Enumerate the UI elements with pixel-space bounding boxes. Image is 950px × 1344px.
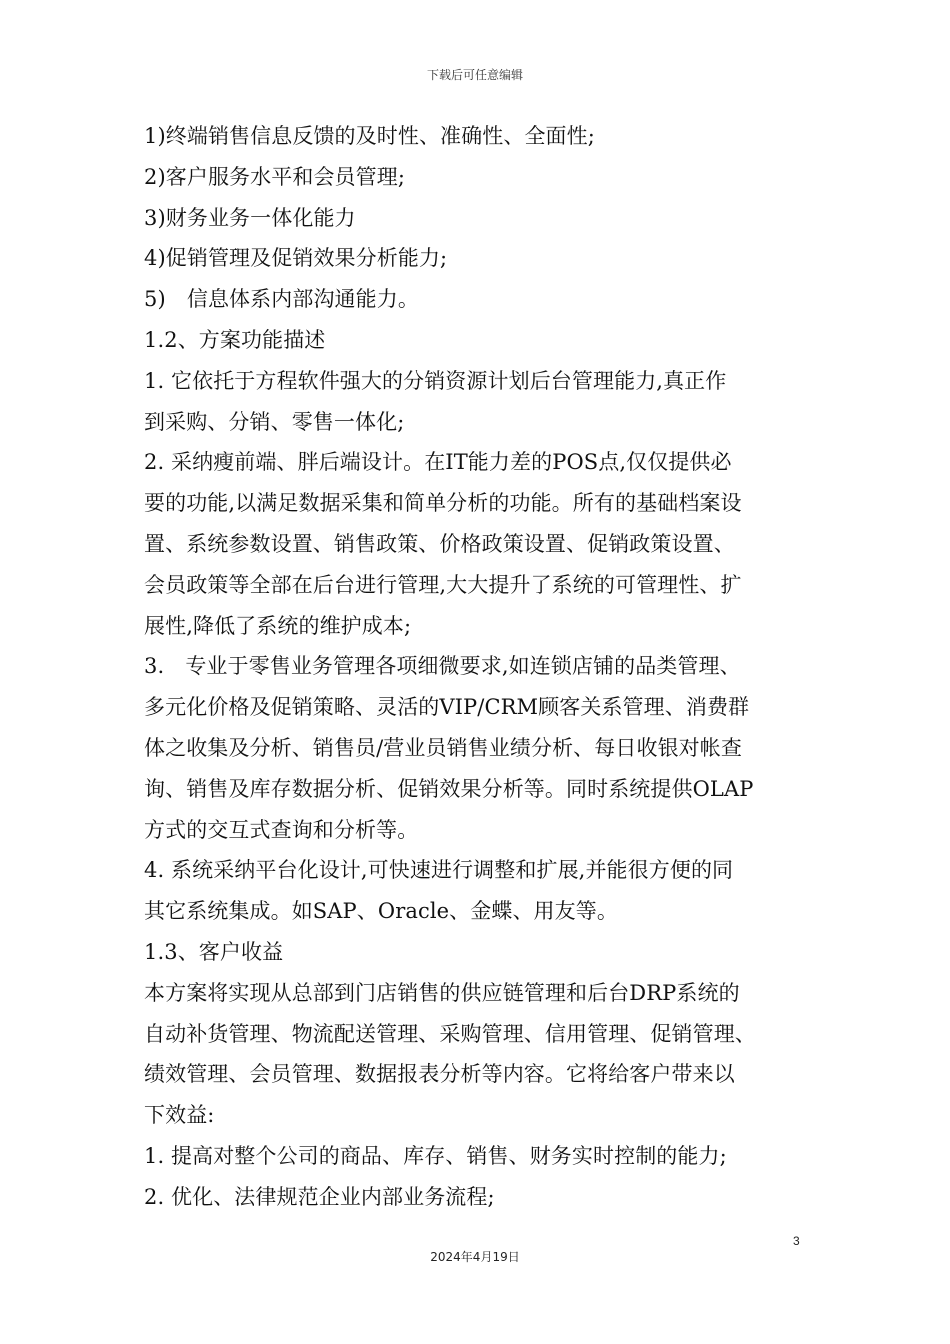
text-line: 本方案将实现从总部到门店销售的供应链管理和后台DRP系统的	[144, 980, 740, 1005]
page-header: 下载后可任意编辑	[426, 68, 523, 82]
text-line: 2)客户服务水平和会员管理;	[144, 164, 406, 189]
text-line: 其它系统集成。如SAP、Oracle、金蝶、用友等。	[144, 899, 618, 924]
page-footer-date: 2024年4月19日	[430, 1250, 520, 1264]
text-line: 要的功能,以满足数据采集和简单分析的功能。所有的基础档案设	[144, 491, 742, 516]
text-line: 询、销售及库存数据分析、促销效果分析等。同时系统提供OLAP	[144, 776, 754, 801]
text-line: 方式的交互式查询和分析等。	[144, 817, 419, 842]
text-line: 2. 采纳瘦前端、胖后端设计。在IT能力差的POS点,仅仅提供必	[144, 450, 732, 475]
text-line: 5) 信息体系内部沟通能力。	[144, 287, 419, 312]
text-line: 置、系统参数设置、销售政策、价格政策设置、促销政策设置、	[144, 531, 735, 556]
text-line: 绩效管理、会员管理、数据报表分析等内容。它将给客户带来以	[144, 1062, 735, 1087]
page-number: 3	[793, 1234, 800, 1248]
text-line: 4)促销管理及促销效果分析能力;	[144, 246, 448, 271]
text-line: 3. 专业于零售业务管理各项细微要求,如连锁店铺的品类管理、	[144, 654, 741, 679]
text-line: 自动补货管理、物流配送管理、采购管理、信用管理、促销管理、	[144, 1021, 756, 1046]
text-line: 3)财务业务一体化能力	[144, 205, 356, 230]
section-heading: 1.2、方案功能描述	[144, 327, 326, 352]
text-line: 1. 它依托于方程软件强大的分销资源计划后台管理能力,真正作	[144, 368, 727, 393]
text-line: 体之收集及分析、销售员/营业员销售业绩分析、每日收银对帐查	[144, 735, 742, 760]
section-heading: 1.3、客户收益	[144, 939, 284, 964]
text-line: 到采购、分销、零售一体化;	[144, 409, 405, 434]
text-line: 会员政策等全部在后台进行管理,大大提升了系统的可管理性、扩	[144, 572, 742, 597]
text-line: 4. 系统采纳平台化设计,可快速进行调整和扩展,并能很方便的同	[144, 858, 734, 883]
text-line: 1)终端销售信息反馈的及时性、准确性、全面性;	[144, 124, 595, 148]
document-body	[144, 116, 834, 1218]
text-line: 多元化价格及促销策略、灵活的VIP/CRM顾客关系管理、消费群	[144, 695, 750, 720]
text-line: 1. 提高对整个公司的商品、库存、销售、财务实时控制的能力;	[144, 1143, 727, 1168]
text-line: 下效益:	[144, 1103, 215, 1128]
text-line: 2. 优化、法律规范企业内部业务流程;	[144, 1184, 495, 1209]
text-line: 展性,降低了系统的维护成本;	[144, 613, 412, 638]
